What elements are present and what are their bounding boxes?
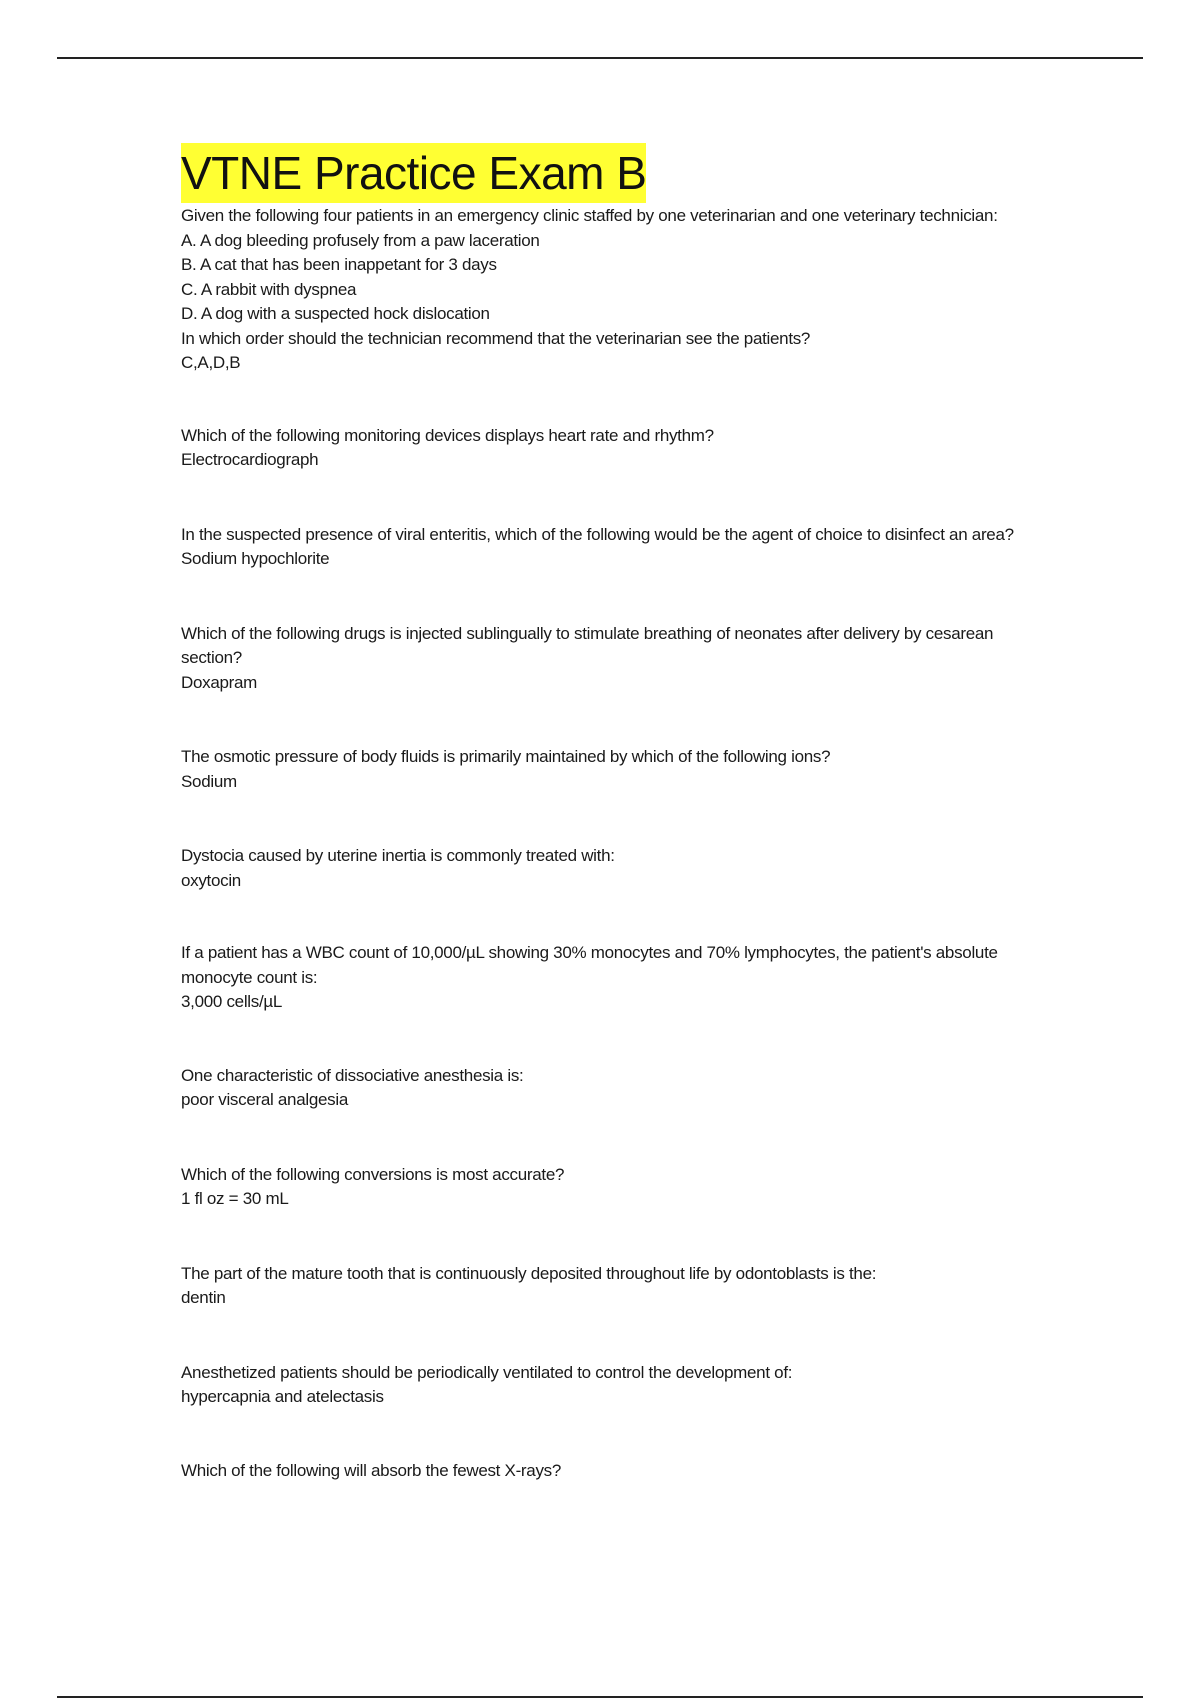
question-prompt: Given the following four patients in an emergency clinic staffed by one veterinarian and one veterinary technician: (181, 206, 998, 225)
question-text: Anesthetized patients should be periodically ventilated to control the development of: (181, 1362, 793, 1382)
qa-item-triage (181, 204, 1031, 376)
option-c: C. A rabbit with dyspnea (181, 279, 357, 299)
qa-item (181, 1459, 1031, 1484)
option-b: B. A cat that has been inappetant for 3 days (181, 255, 497, 274)
qa-item (181, 1064, 1031, 1113)
answer-text: dentin (181, 1288, 226, 1307)
answer-text: Sodium (181, 771, 237, 791)
question-text: Which of the following monitoring devices displays heart rate and rhythm? (181, 425, 714, 445)
answer-text: Electrocardiograph (181, 450, 319, 469)
question-text: Which of the following will absorb the fewest X-rays? (181, 1460, 561, 1480)
qa-item (181, 424, 1031, 473)
qa-item (181, 1262, 1031, 1311)
qa-item (181, 844, 1031, 893)
page-top-rule (57, 57, 1143, 59)
qa-item (181, 1163, 1031, 1212)
answer-text: Doxapram (181, 672, 258, 692)
answer-text: poor visceral analgesia (181, 1090, 348, 1109)
page-bottom-rule (57, 1696, 1143, 1698)
question-text: The part of the mature tooth that is continuously deposited throughout life by odontoblasts is the: (181, 1263, 877, 1283)
option-a: A. A dog bleeding profusely from a paw laceration (181, 230, 540, 250)
option-d: D. A dog with a suspected hock dislocation (181, 304, 490, 323)
answer-text: hypercapnia and atelectasis (181, 1387, 384, 1406)
qa-item (181, 1361, 1031, 1410)
document-body (181, 143, 1031, 1483)
question-text: The osmotic pressure of body fluids is primarily maintained by which of the following ions? (181, 747, 831, 766)
answer-text: oxytocin (181, 870, 241, 890)
qa-item (181, 745, 1031, 794)
question-text: In the suspected presence of viral enteritis, which of the following would be the agent of choice to disinfect an area? (181, 524, 1014, 544)
question-text: If a patient has a WBC count of 10,000/µL showing 30% monocytes and 70% lymphocytes, the patient's absolute monocyte count is: (181, 943, 998, 987)
qa-item (181, 941, 1031, 1015)
question-text: Dystocia caused by uterine inertia is commonly treated with: (181, 846, 615, 865)
option-list (181, 229, 1031, 327)
question-text: Which of the following drugs is injected sublingually to stimulate breathing of neonates after delivery by cesarean section? (181, 623, 994, 667)
answer-text: 3,000 cells/µL (181, 992, 283, 1011)
answer-text: Sodium hypochlorite (181, 549, 330, 568)
question-text: One characteristic of dissociative anesthesia is: (181, 1065, 524, 1085)
qa-item (181, 523, 1031, 572)
answer-text: C,A,D,B (181, 353, 241, 372)
question-text: Which of the following conversions is most accurate? (181, 1164, 565, 1184)
question-text: In which order should the technician recommend that the veterinarian see the patients? (181, 328, 811, 348)
document-title: VTNE Practice Exam B (181, 143, 646, 203)
qa-item (181, 622, 1031, 696)
answer-text: 1 fl oz = 30 mL (181, 1189, 289, 1208)
